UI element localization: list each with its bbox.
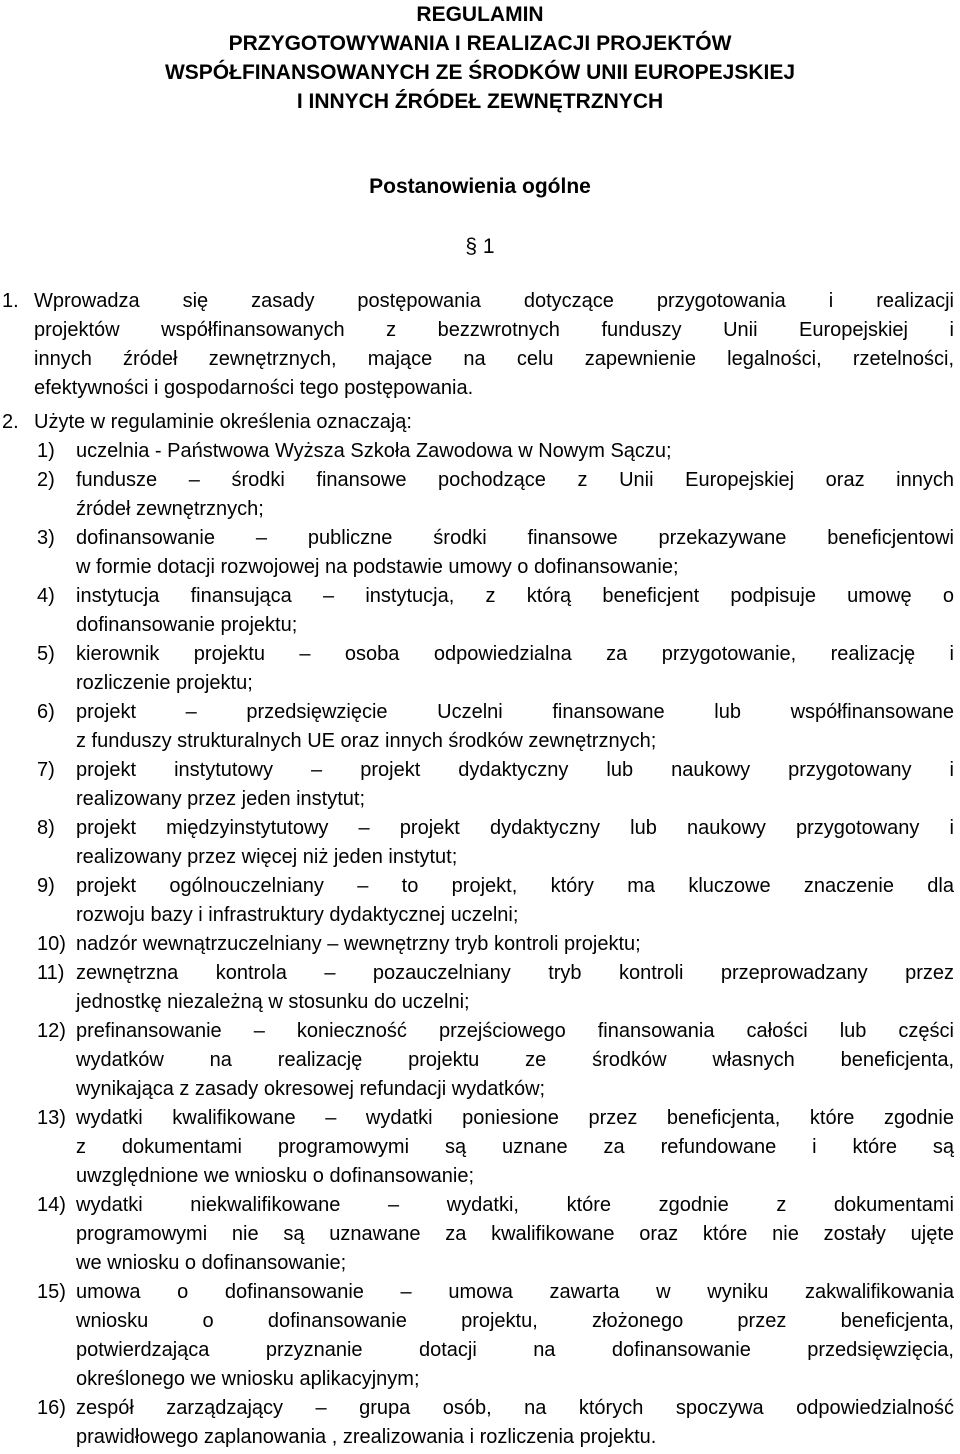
definition-text: kierownik projektu – osoba odpowiedzialna za przygotowanie, realizację i <box>76 643 954 665</box>
definition-text: instytucja finansująca – instytucja, z którą beneficjent podpisuje umowę o <box>76 585 954 607</box>
definition-number: 12) <box>37 1020 66 1042</box>
definition-text: projekt instytutowy – projekt dydaktyczny lub naukowy przygotowany i <box>76 759 954 781</box>
definition-number: 15) <box>37 1281 66 1303</box>
point-text: projektów współfinansowanych z bezzwrotnych funduszy Unii Europejskiej i <box>34 319 954 341</box>
definitions-list <box>0 437 960 1452</box>
definition-line <box>0 1249 960 1278</box>
definition-number: 2) <box>37 469 55 491</box>
definition-number: 13) <box>37 1107 66 1129</box>
definition-line <box>0 611 960 640</box>
definition-text: określonego we wniosku aplikacyjnym; <box>76 1368 420 1390</box>
definition-item <box>0 814 960 843</box>
definition-item <box>0 466 960 495</box>
definition-text: wydatki kwalifikowane – wydatki poniesione przez beneficjenta, które zgodnie <box>76 1107 954 1129</box>
definition-text: wynikająca z zasady okresowej refundacji wydatków; <box>76 1078 546 1100</box>
definition-line <box>0 1307 960 1336</box>
definition-item <box>0 959 960 988</box>
definition-text: realizowany przez jeden instytut; <box>76 788 366 810</box>
paragraph-mark: § 1 <box>465 235 495 258</box>
definition-line <box>0 1162 960 1191</box>
definition-number: 4) <box>37 585 55 607</box>
definition-item <box>0 437 960 466</box>
definition-number: 14) <box>37 1194 66 1216</box>
title-line: I INNYCH ŹRÓDEŁ ZEWNĘTRZNYCH <box>296 90 664 113</box>
definition-text: realizowany przez więcej niż jeden instytut; <box>76 846 458 868</box>
definition-number: 5) <box>37 643 55 665</box>
definition-text: źródeł zewnętrznych; <box>76 498 264 520</box>
definition-text: potwierdzająca przyznanie dotacji na dofinansowanie przedsięwzięcia, <box>76 1339 954 1361</box>
definition-text: projekt ogólnouczelniany – to projekt, który ma kluczowe znaczenie dla <box>76 875 954 897</box>
point-number: 2. <box>2 411 19 433</box>
definition-text: uwzględnione we wniosku o dofinansowanie; <box>76 1165 475 1187</box>
definition-line <box>0 669 960 698</box>
definition-number: 10) <box>37 933 66 955</box>
title-line: REGULAMIN <box>416 3 544 26</box>
definition-text: wydatków na realizację projektu ze środków własnych beneficjenta, <box>76 1049 954 1071</box>
definition-number: 11) <box>37 962 65 984</box>
definition-text: fundusze – środki finansowe pochodzące z Unii Europejskiej oraz innych <box>76 469 954 491</box>
definition-item <box>0 698 960 727</box>
definition-text: z funduszy strukturalnych UE oraz innych środków zewnętrznych; <box>76 730 657 752</box>
definition-line <box>0 1336 960 1365</box>
definition-item <box>0 1191 960 1220</box>
point-line <box>0 408 960 437</box>
definition-line <box>0 495 960 524</box>
definition-line <box>0 843 960 872</box>
definition-text: projekt międzyinstytutowy – projekt dydaktyczny lub naukowy przygotowany i <box>76 817 954 839</box>
definition-line <box>0 1046 960 1075</box>
definition-text: z dokumentami programowymi są uznane za refundowane i które są <box>76 1136 954 1158</box>
definition-line <box>0 1075 960 1104</box>
definition-item <box>0 872 960 901</box>
definition-number: 6) <box>37 701 55 723</box>
point-2 <box>0 408 960 437</box>
point-text: innych źródeł zewnętrznych, mające na celu zapewnienie legalności, rzetelności, <box>34 348 954 370</box>
definition-number: 7) <box>37 759 55 781</box>
point-text: Użyte w regulaminie określenia oznaczają: <box>34 411 412 433</box>
definition-item <box>0 1278 960 1307</box>
definition-text: nadzór wewnątrzuczelniany – wewnętrzny tryb kontroli projektu; <box>76 933 641 955</box>
definition-text: prefinansowanie – konieczność przejściowego finansowania całości lub części <box>76 1020 954 1042</box>
point-text: Wprowadza się zasady postępowania dotyczące przygotowania i realizacji <box>34 290 954 312</box>
definition-item <box>0 1104 960 1133</box>
point-line <box>0 316 960 345</box>
title-line: WSPÓŁFINANSOWANYCH ZE ŚRODKÓW UNII EUROPEJSKIEJ <box>164 61 796 84</box>
definition-item <box>0 1394 960 1423</box>
definition-text: dofinansowanie projektu; <box>76 614 298 636</box>
definition-text: programowymi nie są uznawane za kwalifikowane oraz które nie zostały ujęte <box>76 1223 954 1245</box>
definition-item <box>0 524 960 553</box>
definition-text: zespół zarządzający – grupa osób, na których spoczywa odpowiedzialność <box>76 1397 954 1419</box>
definition-line <box>0 553 960 582</box>
definition-number: 8) <box>37 817 55 839</box>
definition-text: rozliczenie projektu; <box>76 672 253 694</box>
point-text: efektywności i gospodarności tego postępowania. <box>34 377 474 399</box>
definition-number: 3) <box>37 527 55 549</box>
point-line <box>0 345 960 374</box>
definition-text: prawidłowego zaplanowania , zrealizowania i rozliczenia projektu. <box>76 1426 657 1448</box>
definition-item <box>0 582 960 611</box>
definition-text: umowa o dofinansowanie – umowa zawarta w wyniku zakwalifikowania <box>76 1281 954 1303</box>
point-line <box>0 374 960 403</box>
definition-text: wydatki niekwalifikowane – wydatki, które zgodnie z dokumentami <box>76 1194 954 1216</box>
definition-text: wniosku o dofinansowanie projektu, złożonego przez beneficjenta, <box>76 1310 954 1332</box>
definition-line <box>0 988 960 1017</box>
definition-text: dofinansowanie – publiczne środki finansowe przekazywane beneficjentowi <box>76 527 954 549</box>
definition-text: jednostkę niezależną w stosunku do uczelni; <box>76 991 470 1013</box>
definition-text: projekt – przedsięwzięcie Uczelni finansowane lub współfinansowane <box>76 701 954 723</box>
definition-line <box>0 785 960 814</box>
definition-text: we wniosku o dofinansowanie; <box>76 1252 347 1274</box>
point-number: 1. <box>2 290 19 312</box>
definition-item <box>0 640 960 669</box>
definition-text: zewnętrzna kontrola – pozauczelniany tryb kontroli przeprowadzany przez <box>76 962 954 984</box>
definition-line <box>0 1365 960 1394</box>
definition-text: rozwoju bazy i infrastruktury dydaktycznej uczelni; <box>76 904 519 926</box>
definition-number: 9) <box>37 875 55 897</box>
definition-item <box>0 930 960 959</box>
definition-line <box>0 1220 960 1249</box>
definition-text: w formie dotacji rozwojowej na podstawie umowy o dofinansowanie; <box>76 556 679 578</box>
definition-text: uczelnia - Państwowa Wyższa Szkoła Zawodowa w Nowym Sączu; <box>76 440 672 462</box>
definition-line <box>0 727 960 756</box>
section-heading: Postanowienia ogólne <box>369 175 591 198</box>
definition-item <box>0 756 960 785</box>
point-1 <box>0 287 960 403</box>
definition-line <box>0 1423 960 1452</box>
point-line <box>0 287 960 316</box>
definition-number: 1) <box>37 440 55 462</box>
definition-line <box>0 1133 960 1162</box>
title-line: PRZYGOTOWYWANIA I REALIZACJI PROJEKTÓW <box>228 32 732 55</box>
definition-number: 16) <box>37 1397 66 1419</box>
definition-line <box>0 901 960 930</box>
document-title <box>0 0 960 116</box>
definition-item <box>0 1017 960 1046</box>
